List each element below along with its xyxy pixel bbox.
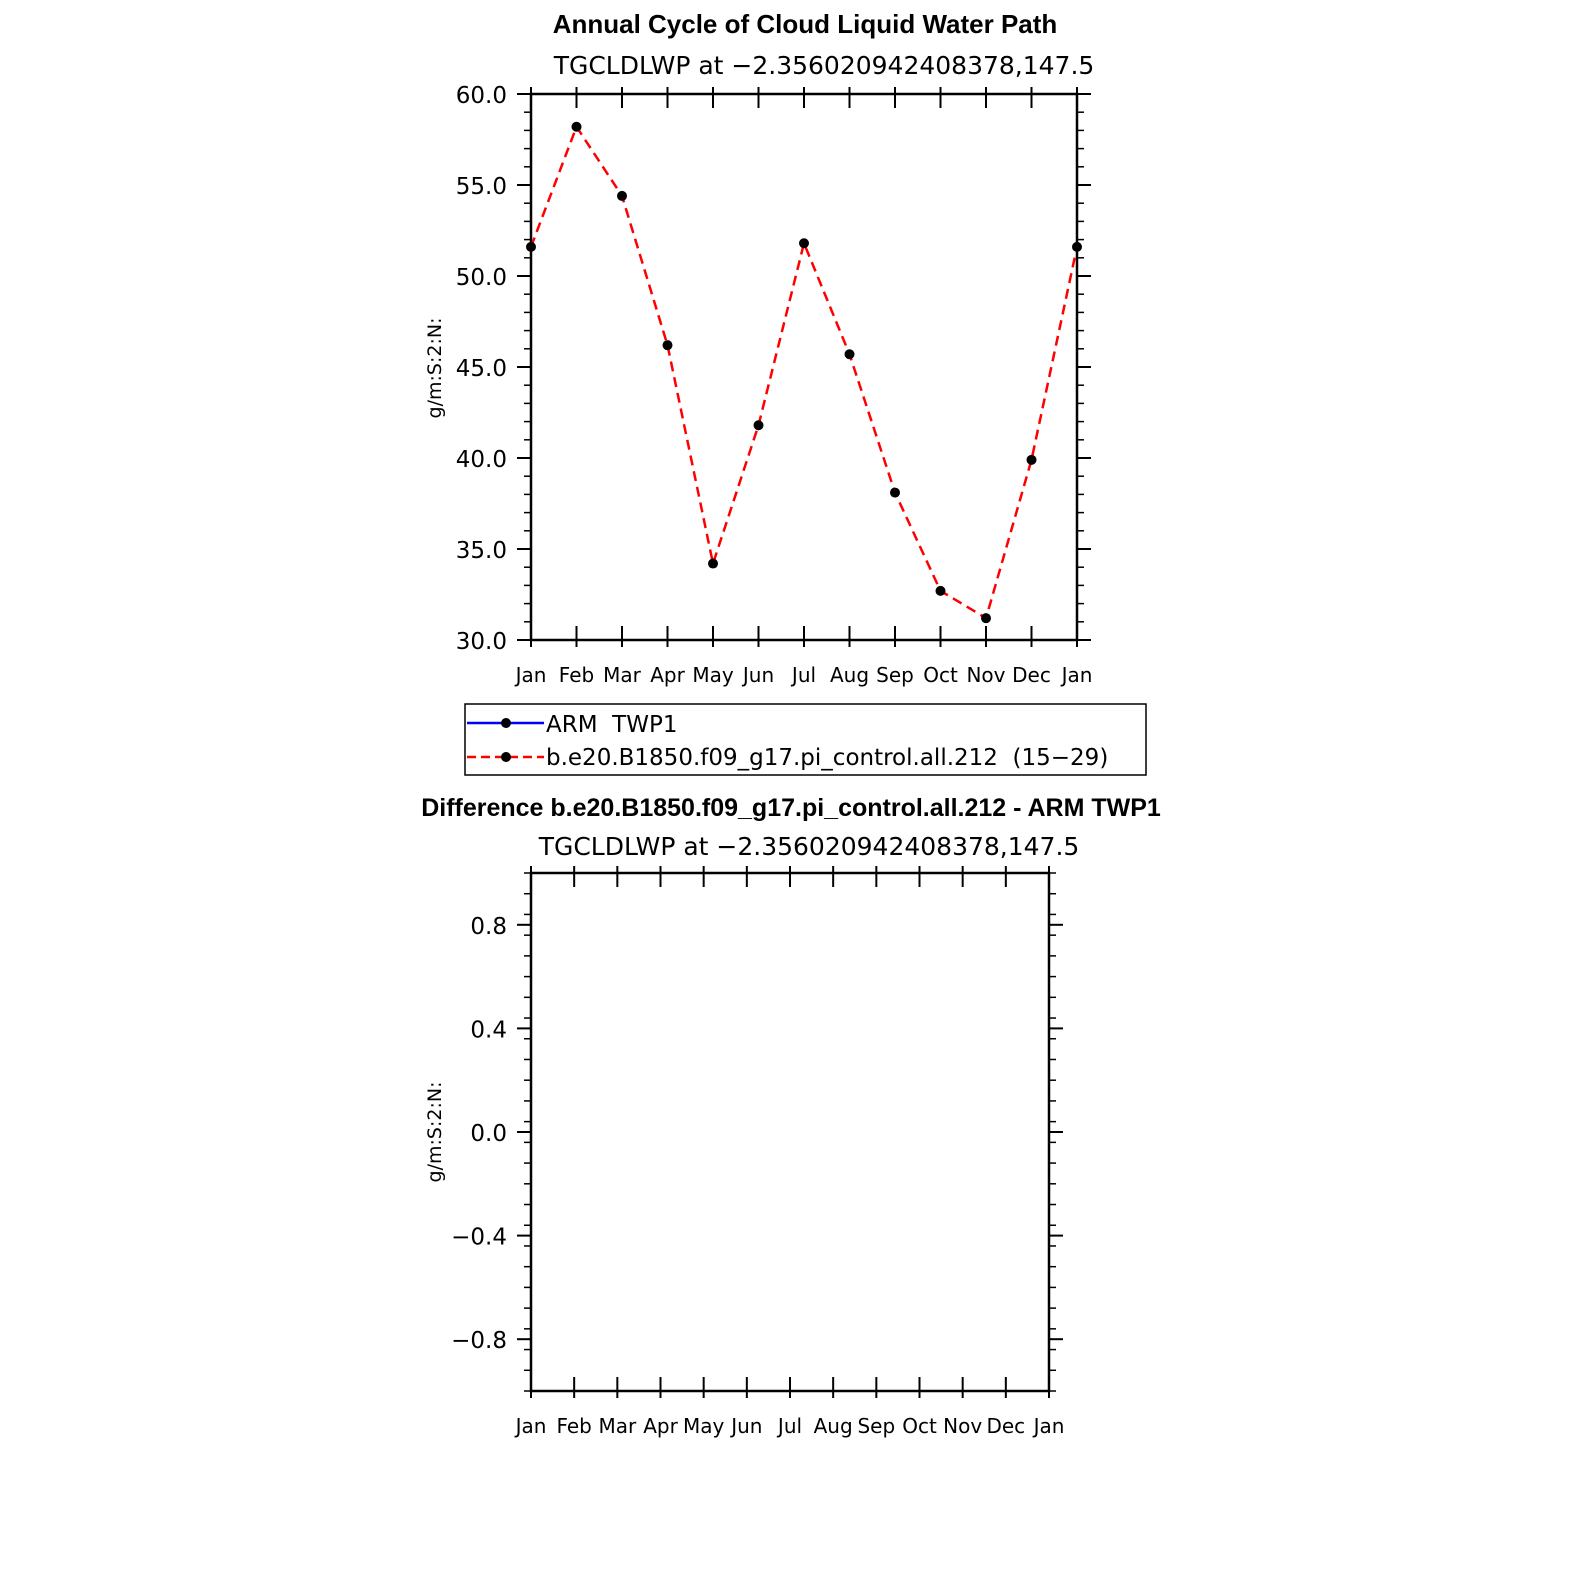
y-tick-label: 45.0	[455, 356, 507, 382]
x-tick-label: Jul	[777, 1414, 803, 1438]
x-tick-label: Aug	[813, 1414, 853, 1438]
x-tick-label: May	[682, 1414, 725, 1438]
bottom-plot-area	[451, 866, 1064, 1438]
x-tick-label: Dec	[986, 1414, 1026, 1438]
x-tick-label: Jul	[791, 663, 817, 687]
chart-subtitle: TGCLDLWP at −2.356020942408378,147.5	[553, 51, 1095, 80]
x-tick-label: Apr	[643, 1414, 678, 1438]
y-tick-label: 30.0	[455, 629, 507, 655]
data-point	[1027, 455, 1037, 465]
data-point	[526, 242, 536, 252]
x-tick-label: Aug	[829, 663, 870, 687]
difference-y-axis-label: g/m:S:2:N:	[424, 1081, 446, 1183]
x-tick-label: Sep	[876, 663, 914, 687]
data-point	[845, 349, 855, 359]
x-tick-label: Jan	[515, 1414, 547, 1438]
legend	[465, 704, 1146, 775]
plot-frame	[531, 94, 1077, 640]
x-tick-label: Sep	[857, 1414, 896, 1438]
y-tick-label: 60.0	[455, 83, 507, 109]
legend-marker-model	[501, 752, 511, 762]
x-tick-label: Oct	[923, 663, 958, 687]
chart-title: Annual Cycle of Cloud Liquid Water Path	[552, 9, 1058, 39]
x-tick-label: Feb	[558, 663, 595, 687]
top-plot-area	[456, 83, 1093, 687]
y-tick-label: 0.8	[470, 913, 507, 940]
x-tick-label: Mar	[598, 1414, 637, 1438]
difference-subtitle: TGCLDLWP at −2.356020942408378,147.5	[538, 832, 1080, 861]
x-tick-label: Nov	[966, 663, 1006, 687]
legend-entry-model	[467, 745, 1108, 771]
y-tick-label: 0.0	[470, 1121, 507, 1147]
data-point	[754, 420, 764, 430]
legend-marker-arm	[501, 718, 511, 728]
data-point	[617, 191, 627, 201]
x-tick-label: Dec	[1012, 663, 1051, 687]
y-tick-label: −0.4	[451, 1224, 507, 1251]
legend-label-arm: ARM TWP1	[546, 712, 678, 738]
x-tick-label: Jan	[1061, 663, 1093, 687]
data-point	[572, 122, 582, 132]
plot-frame	[531, 873, 1049, 1391]
data-point	[708, 559, 718, 569]
x-tick-label: Jun	[731, 1414, 763, 1438]
data-point	[663, 340, 673, 350]
x-tick-label: Jan	[515, 663, 547, 687]
x-tick-label: Mar	[603, 663, 641, 687]
difference-title: Difference b.e20.B1850.f09_g17.pi_control.all.212 - ARM TWP1	[421, 794, 1161, 822]
data-point	[981, 613, 991, 623]
data-point	[936, 586, 946, 596]
series-line-1	[531, 127, 1077, 618]
x-tick-label: Apr	[650, 663, 685, 687]
y-tick-label: 55.0	[455, 174, 507, 200]
legend-label-model: b.e20.B1850.f09_g17.pi_control.all.212 (15−29)	[546, 745, 1109, 771]
y-axis-label: g/m:S:2:N:	[424, 317, 446, 419]
y-tick-label: 50.0	[455, 265, 507, 291]
x-tick-label: Jan	[1033, 1414, 1065, 1438]
x-tick-label: Jun	[742, 663, 775, 687]
x-tick-label: Feb	[556, 1414, 592, 1438]
y-tick-label: 35.0	[455, 538, 507, 564]
y-tick-label: 0.4	[470, 1017, 507, 1044]
x-tick-label: Nov	[943, 1414, 983, 1438]
data-point	[890, 488, 900, 498]
y-tick-label: 40.0	[455, 447, 507, 473]
x-tick-label: Oct	[902, 1414, 937, 1438]
x-tick-label: May	[692, 663, 734, 687]
y-tick-label: −0.8	[451, 1328, 507, 1355]
data-point	[1072, 242, 1082, 252]
data-point	[799, 238, 809, 248]
